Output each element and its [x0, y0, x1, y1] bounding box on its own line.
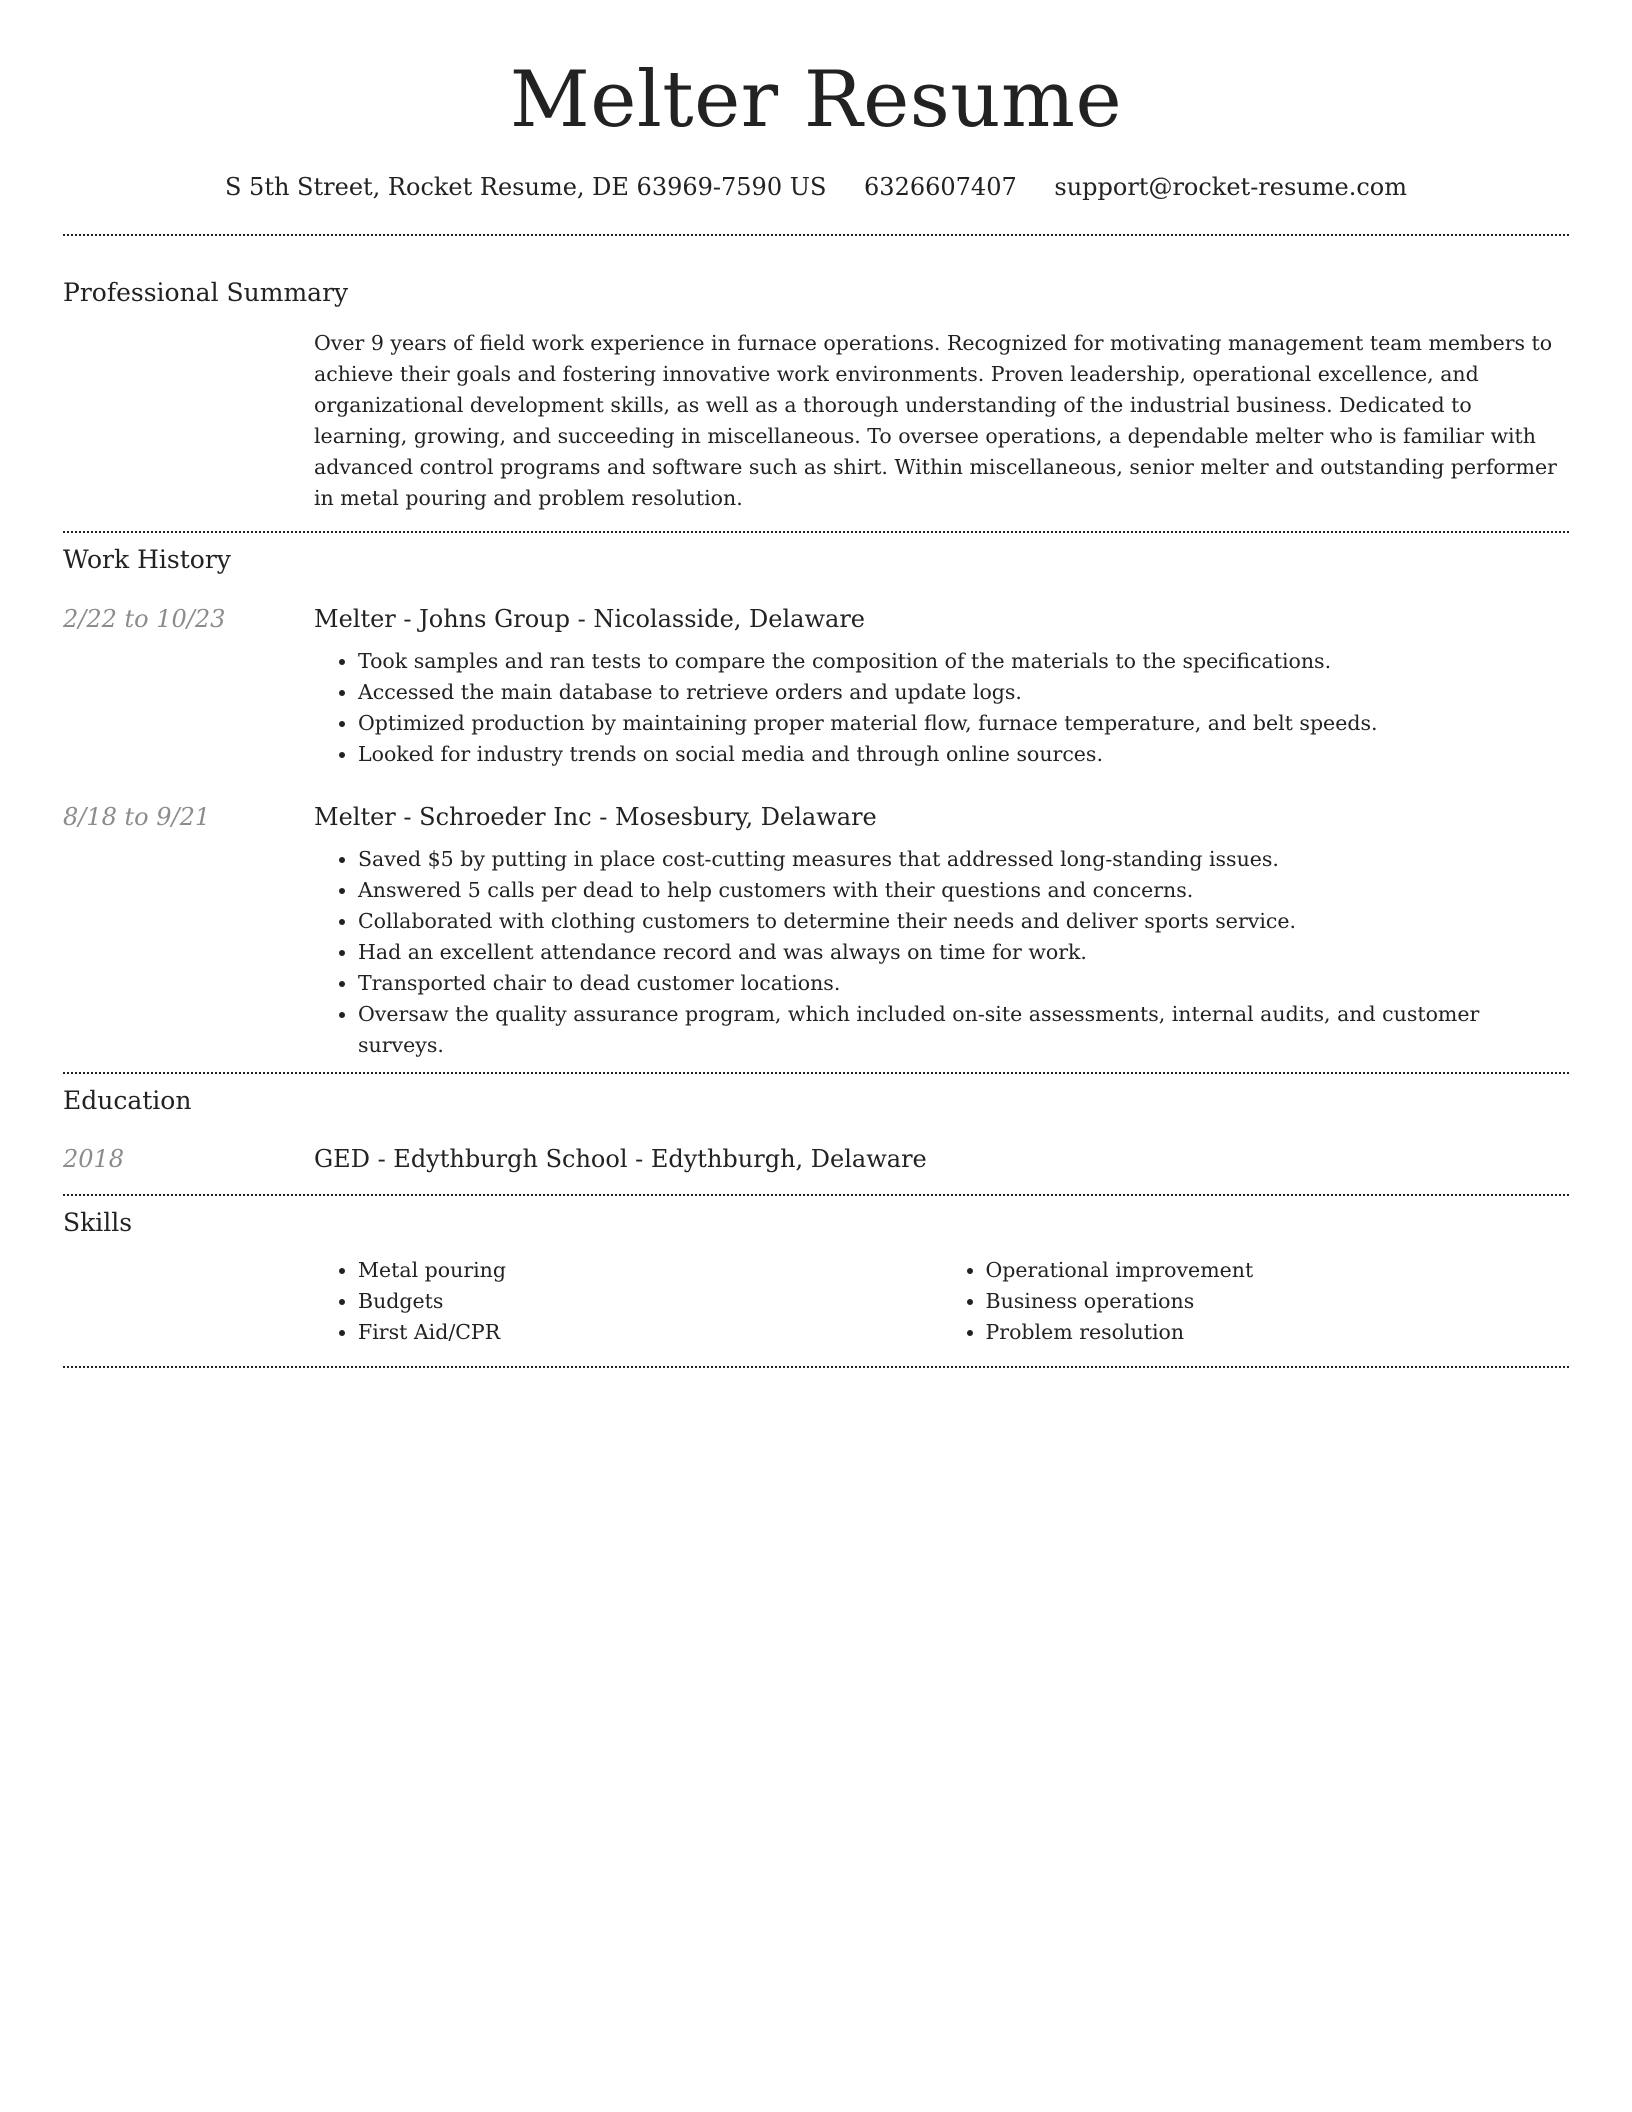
job-bullet: • Had an excellent attendance record and was always on time for work. — [358, 937, 1569, 968]
education-date: 2018 — [63, 1145, 125, 1173]
skill-item: • Operational improvement — [986, 1255, 1570, 1286]
skill-item: • Budgets — [358, 1286, 942, 1317]
section-title-work-history: Work History — [63, 545, 231, 574]
divider — [63, 1366, 1569, 1368]
job-heading: Melter - Johns Group - Nicolasside, Delaware — [314, 605, 865, 633]
job-bullets — [314, 844, 1569, 1061]
job-entry — [63, 602, 1569, 770]
job-body — [314, 800, 1569, 1061]
education-body — [314, 1142, 1569, 1176]
section-title-education: Education — [63, 1086, 192, 1115]
job-bullet: • Answered 5 calls per dead to help customers with their questions and concerns. — [358, 875, 1569, 906]
resume-header — [63, 0, 1569, 204]
job-bullet: • Collaborated with clothing customers to determine their needs and deliver sports service. — [358, 906, 1569, 937]
job-entry — [63, 800, 1569, 1061]
divider — [63, 1194, 1569, 1196]
skill-item: • Problem resolution — [986, 1317, 1570, 1348]
job-bullet: • Looked for industry trends on social media and through online sources. — [358, 739, 1569, 770]
skills-column-left — [314, 1255, 942, 1348]
skill-item: • Metal pouring — [358, 1255, 942, 1286]
divider — [63, 531, 1569, 533]
section-title-skills: Skills — [63, 1208, 133, 1237]
job-dates: 8/18 to 9/21 — [63, 803, 211, 831]
education-entry — [63, 1142, 1569, 1176]
job-bullet: • Accessed the main database to retrieve orders and update logs. — [358, 677, 1569, 708]
job-bullets — [314, 646, 1569, 770]
summary-text: Over 9 years of field work experience in furnace operations. Recognized for motivating management team members to achieve their goals and fostering innovative work environments. Proven leadership, operational excellence, and organizational development skills, as well as a thorough understanding of the industrial business. Dedicated to learning, growing, and succeeding in miscellaneous. To oversee operations, a dependable melter who is familiar with advanced control programs and software such as shirt. Within miscellaneous, senior melter and outstanding performer in metal pouring and problem resolution. — [314, 331, 1557, 510]
job-bullet: • Oversaw the quality assurance program, which included on-site assessments, internal audits, and customer surveys. — [358, 999, 1569, 1061]
job-dates: 2/22 to 10/23 — [63, 605, 226, 633]
contact-address: S 5th Street, Rocket Resume, DE 63969-7590 US — [224, 173, 827, 201]
section-title-summary: Professional Summary — [63, 278, 349, 307]
job-bullet: • Optimized production by maintaining proper material flow, furnace temperature, and belt speeds. — [358, 708, 1569, 739]
skills-grid — [314, 1255, 1569, 1348]
job-bullet: • Saved $5 by putting in place cost-cutting measures that addressed long-standing issues. — [358, 844, 1569, 875]
skills-column-right — [942, 1255, 1570, 1348]
job-bullet: • Took samples and ran tests to compare the composition of the materials to the specifications. — [358, 646, 1569, 677]
divider — [63, 234, 1569, 236]
contact-line — [63, 170, 1569, 204]
job-bullet: • Transported chair to dead customer locations. — [358, 968, 1569, 999]
education-heading: GED - Edythburgh School - Edythburgh, Delaware — [314, 1145, 927, 1173]
divider — [63, 1072, 1569, 1074]
job-body — [314, 602, 1569, 770]
resume-name: Melter Resume — [509, 55, 1123, 145]
contact-email: support@rocket-resume.com — [1054, 173, 1407, 201]
skill-item: • First Aid/CPR — [358, 1317, 942, 1348]
skill-item: • Business operations — [986, 1286, 1570, 1317]
job-heading: Melter - Schroeder Inc - Mosesbury, Delaware — [314, 803, 877, 831]
contact-phone: 6326607407 — [864, 173, 1017, 201]
